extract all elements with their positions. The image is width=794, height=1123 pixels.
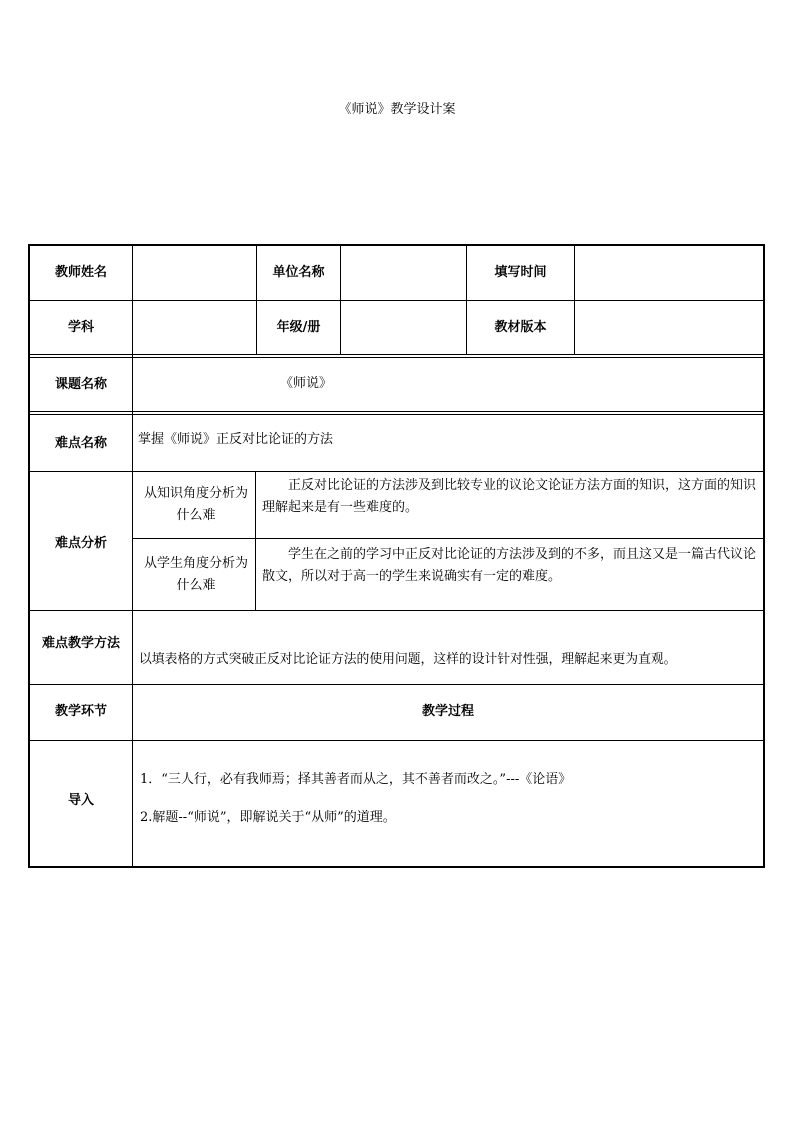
row-divider bbox=[30, 300, 763, 301]
knowledge-angle-value: 正反对比论证的方法涉及到比较专业的议论文论证方法方面的知识，这方面的知识理解起来是有一些难度的。 bbox=[262, 478, 757, 515]
teaching-stage-label: 教学环节 bbox=[54, 703, 107, 719]
intro-line-1: 1．“三人行，必有我师焉；择其善者而从之，其不善者而改之。”---《论语》 bbox=[140, 772, 572, 787]
lesson-title-value: 《师说》 bbox=[280, 376, 333, 391]
difficulty-analysis-label: 难点分析 bbox=[54, 535, 107, 551]
intro-label: 导入 bbox=[67, 793, 94, 808]
subject-label: 学科 bbox=[67, 319, 94, 335]
col-divider bbox=[132, 246, 133, 866]
student-angle-label: 从学生角度分析为什么难 bbox=[143, 555, 248, 593]
row-divider-double bbox=[30, 354, 763, 358]
difficulty-name-label: 难点名称 bbox=[54, 435, 107, 451]
textbook-label: 教材版本 bbox=[494, 319, 547, 335]
row-divider bbox=[30, 610, 763, 611]
lesson-title-label: 课题名称 bbox=[54, 376, 107, 392]
difficulty-name-value: 掌握《师说》正反对比论证的方法 bbox=[138, 432, 334, 447]
teacher-name-label: 教师姓名 bbox=[54, 264, 107, 280]
fill-time-value bbox=[575, 246, 763, 300]
unit-name-value bbox=[341, 246, 466, 300]
unit-name-label: 单位名称 bbox=[272, 264, 325, 280]
row-divider bbox=[30, 740, 763, 741]
knowledge-angle-label: 从知识角度分析为什么难 bbox=[143, 486, 248, 523]
teaching-method-label: 难点教学方法 bbox=[41, 635, 120, 651]
lesson-plan-table bbox=[28, 244, 765, 868]
grade-label: 年级/册 bbox=[276, 319, 321, 335]
teacher-name-value bbox=[133, 246, 256, 300]
row-divider-double bbox=[30, 411, 763, 415]
student-angle-value: 学生在之前的学习中正反对比论证的方法涉及到的不多，而且这又是一篇古代议论散文，所以对于高一的学生来说确实有一定的难度。 bbox=[262, 547, 757, 584]
document-title: 《师说》教学设计案 bbox=[338, 102, 456, 117]
teaching-method-value: 以填表格的方式突破正反对比论证方法的使用问题，这样的设计针对性强，理解起来更为直观。 bbox=[139, 652, 677, 667]
teaching-process-label: 教学过程 bbox=[421, 703, 474, 719]
fill-time-label: 填写时间 bbox=[494, 264, 547, 280]
intro-line-2: 2.解题--“师说”，即解说关于“从师”的道理。 bbox=[140, 810, 396, 825]
